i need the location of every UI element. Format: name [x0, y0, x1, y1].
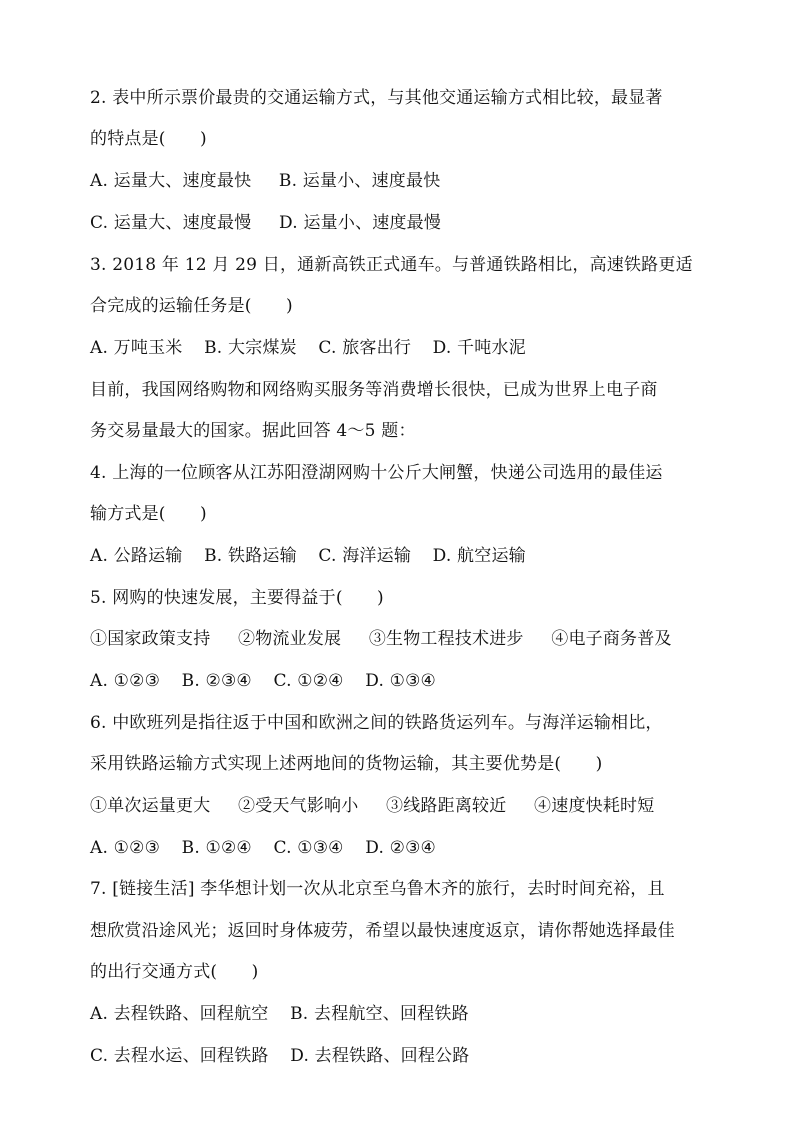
q4-stem-line2: 输方式是( )	[90, 504, 207, 524]
q6-item-3: ③线路距离较近	[386, 796, 507, 816]
q7-option-a: A. 去程铁路、回程航空	[90, 1004, 269, 1024]
q2-options-row2	[90, 211, 730, 235]
q7-stem-line1: 7. [链接生活] 李华想计划一次从北京至乌鲁木齐的旅行，去时时间充裕，且	[90, 879, 665, 899]
q2-options-row1	[90, 169, 730, 193]
q6-option-d: D. ②③④	[365, 838, 436, 858]
q4-option-b: B. 铁路运输	[204, 546, 297, 566]
q6-stem-line2: 采用铁路运输方式实现上述两地间的货物运输，其主要优势是( )	[90, 754, 603, 774]
q4-options	[90, 544, 730, 568]
q6-option-b: B. ①②④	[181, 838, 252, 858]
q4-option-c: C. 海洋运输	[318, 546, 412, 566]
q2-stem-line1: 2. 表中所示票价最贵的交通运输方式，与其他交通运输方式相比较，最显著	[90, 88, 663, 108]
q5-option-d: D. ①③④	[365, 671, 436, 691]
q6-stem-line1: 6. 中欧班列是指往返于中国和欧洲之间的铁路货运列车。与海洋运输相比，	[90, 713, 663, 733]
q5-stem: 5. 网购的快速发展，主要得益于( )	[90, 588, 384, 608]
q6-option-c: C. ①③④	[273, 838, 344, 858]
q5-options	[90, 669, 730, 693]
q7-option-d: D. 去程铁路、回程公路	[290, 1046, 470, 1066]
q3-stem-line2: 合完成的运输任务是( )	[90, 296, 293, 316]
q7-options-row2	[90, 1044, 730, 1068]
q5-item-4: ④电子商务普及	[551, 629, 672, 649]
q3-option-b: B. 大宗煤炭	[204, 338, 297, 358]
q6-item-2: ②受天气影响小	[238, 796, 359, 816]
q2-option-c: C. 运量大、速度最慢	[90, 213, 252, 233]
q5-items	[90, 627, 730, 651]
intro-line2: 务交易量最大的国家。据此回答 4～5 题：	[90, 421, 416, 441]
q3-options	[90, 336, 730, 360]
q3-stem-line1: 3. 2018 年 12 月 29 日，通新高铁正式通车。与普通铁路相比，高速铁路更适	[90, 255, 693, 275]
q2-stem-line2: 的特点是( )	[90, 129, 207, 149]
q7-stem-line3: 的出行交通方式( )	[90, 962, 259, 982]
q5-item-3: ③生物工程技术进步	[368, 629, 524, 649]
q6-options	[90, 836, 730, 860]
q5-option-c: C. ①②④	[273, 671, 344, 691]
q7-option-b: B. 去程航空、回程铁路	[290, 1004, 469, 1024]
q4-option-a: A. 公路运输	[90, 546, 183, 566]
q7-option-c: C. 去程水运、回程铁路	[90, 1046, 269, 1066]
q2-option-d: D. 运量小、速度最慢	[279, 213, 442, 233]
q3-option-a: A. 万吨玉米	[90, 338, 183, 358]
q5-option-a: A. ①②③	[90, 671, 161, 691]
q6-option-a: A. ①②③	[90, 838, 161, 858]
q4-stem-line1: 4. 上海的一位顾客从江苏阳澄湖网购十公斤大闸蟹，快递公司选用的最佳运	[90, 463, 663, 483]
q3-option-c: C. 旅客出行	[318, 338, 412, 358]
q5-option-b: B. ②③④	[181, 671, 252, 691]
q3-option-d: D. 千吨水泥	[432, 338, 526, 358]
q7-options-row1	[90, 1002, 730, 1026]
q2-option-a: A. 运量大、速度最快	[90, 171, 252, 191]
q5-item-2: ②物流业发展	[238, 629, 342, 649]
q7-stem-line2: 想欣赏沿途风光；返回时身体疲劳，希望以最快速度返京，请你帮她选择最佳	[90, 921, 675, 941]
q4-option-d: D. 航空运输	[432, 546, 526, 566]
q5-item-1: ①国家政策支持	[90, 629, 211, 649]
intro-line1: 目前，我国网络购物和网络购买服务等消费增长很快，已成为世界上电子商	[90, 380, 658, 400]
q6-item-1: ①单次运量更大	[90, 796, 211, 816]
q2-option-b: B. 运量小、速度最快	[278, 171, 441, 191]
q6-items	[90, 794, 730, 818]
q6-item-4: ④速度快耗时短	[534, 796, 655, 816]
